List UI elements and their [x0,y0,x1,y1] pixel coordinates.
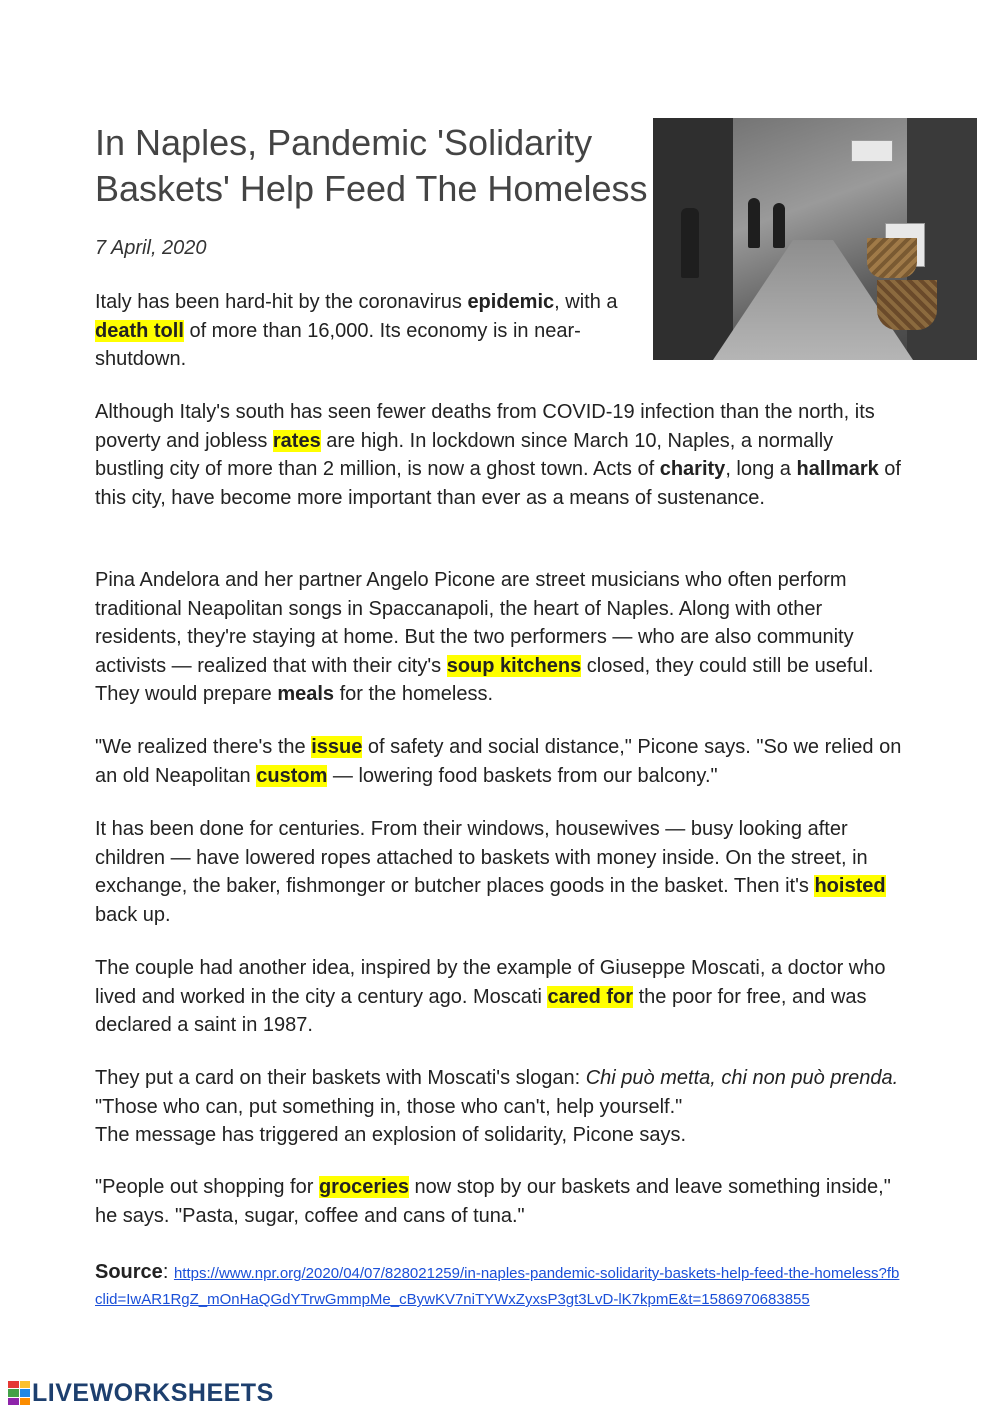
photo-person [681,208,699,278]
bold-word: epidemic [467,291,555,313]
street-photo [653,118,977,360]
photo-sign [851,140,893,162]
paragraph-2: Although Italy's south has seen fewer deaths from COVID-19 infection than the north, its poverty and jobless rates are high. In lockdown since March 10, Naples, a normally bustling city of more than 2 million, is now a ghost town. Acts of charity, long a hallmark of this city, have become more important than ever as a means of sustenance. [95,401,901,509]
highlighted-word: death toll [95,319,184,342]
highlighted-word: soup kitchens [446,654,582,677]
source-label: Source [95,1261,163,1283]
article-title: In Naples, Pandemic 'Solidarity Baskets' Help Feed The Homeless [95,122,648,209]
bold-word: charity [659,458,726,480]
paragraph-7: They put a card on their baskets with Moscati's slogan: Chi può metta, chi non può prenda. "Those who can, put something in, those who can't, help yourself." The message has triggered an explosion of solidarity, Picone says. [95,1067,899,1146]
paragraph-5: It has been done for centuries. From their windows, housewives — busy looking after children — have lowered ropes attached to baskets with money inside. On the street, in exchange, the baker, fishmonger or butcher places goods in the basket. Then it's hoisted back up. [95,818,886,926]
liveworksheets-brand [8,1380,274,1406]
paragraph-1: Italy has been hard-hit by the coronavirus epidemic, with a death toll of more than 16,000. Its economy is in near-shutdown. [95,291,618,370]
highlighted-word: rates [272,429,321,452]
highlighted-word: groceries [318,1176,409,1198]
highlighted-word: hoisted [814,875,886,897]
photo-person [773,203,785,248]
bold-word: hallmark [796,458,879,480]
photo-person [748,198,760,248]
liveworksheets-logo-icon [8,1381,30,1405]
paragraph-4: "We realized there's the issue of safety and social distance," Picone says. "So we relied on an old Neapolitan custom — lowering food baskets from our balcony." [95,736,902,787]
paragraph-3: Pina Andelora and her partner Angelo Picone are street musicians who often perform traditional Neapolitan songs in Spaccanapoli, the heart of Naples. Along with other residents, they're staying at home. But the two performers — who are also community activists — realized that with their city's soup kitchens closed, they could still be useful. They would prepare meals for the homeless. [95,569,874,705]
photo-basket [867,238,917,278]
photo-basket [877,280,937,330]
article-date: 7 April, 2020 [95,237,207,259]
highlighted-word: custom [256,764,328,787]
highlighted-word: issue [311,736,363,758]
highlighted-word: cared for [547,985,634,1008]
paragraph-8: "People out shopping for groceries now stop by our baskets and leave something inside," he says. "Pasta, sugar, coffee and cans of tuna." [95,1176,891,1227]
bold-word: meals [277,683,335,705]
source-line: Source: https://www.npr.org/2020/04/07/828021259/in-naples-pandemic-solidarity-baskets-help-feed-the-homeless?fbclid=IwAR1RgZ_mOnHaQGdYTrwGmmpMe_cBywKV7niTYWxZyxsP3gt3LvD-lK7kpmE&t=1586970683855 [95,1261,900,1308]
source-link[interactable]: https://www.npr.org/2020/04/07/828021259/in-naples-pandemic-solidarity-baskets-help-feed-the-homeless?fbclid=IwAR1RgZ_mOnHaQGdYTrwGmmpMe_cBywKV7niTYWxZyxsP3gt3LvD-lK7kpmE&t=1586970683855 [95,1265,900,1308]
paragraph-6: The couple had another idea, inspired by the example of Giuseppe Moscati, a doctor who lived and worked in the city a century ago. Moscati cared for the poor for free, and was declared a saint in 1987. [95,957,886,1036]
brand-name: LIVEWORKSHEETS [32,1378,274,1407]
italic-slogan: Chi può metta, chi non può prenda. [585,1067,899,1089]
